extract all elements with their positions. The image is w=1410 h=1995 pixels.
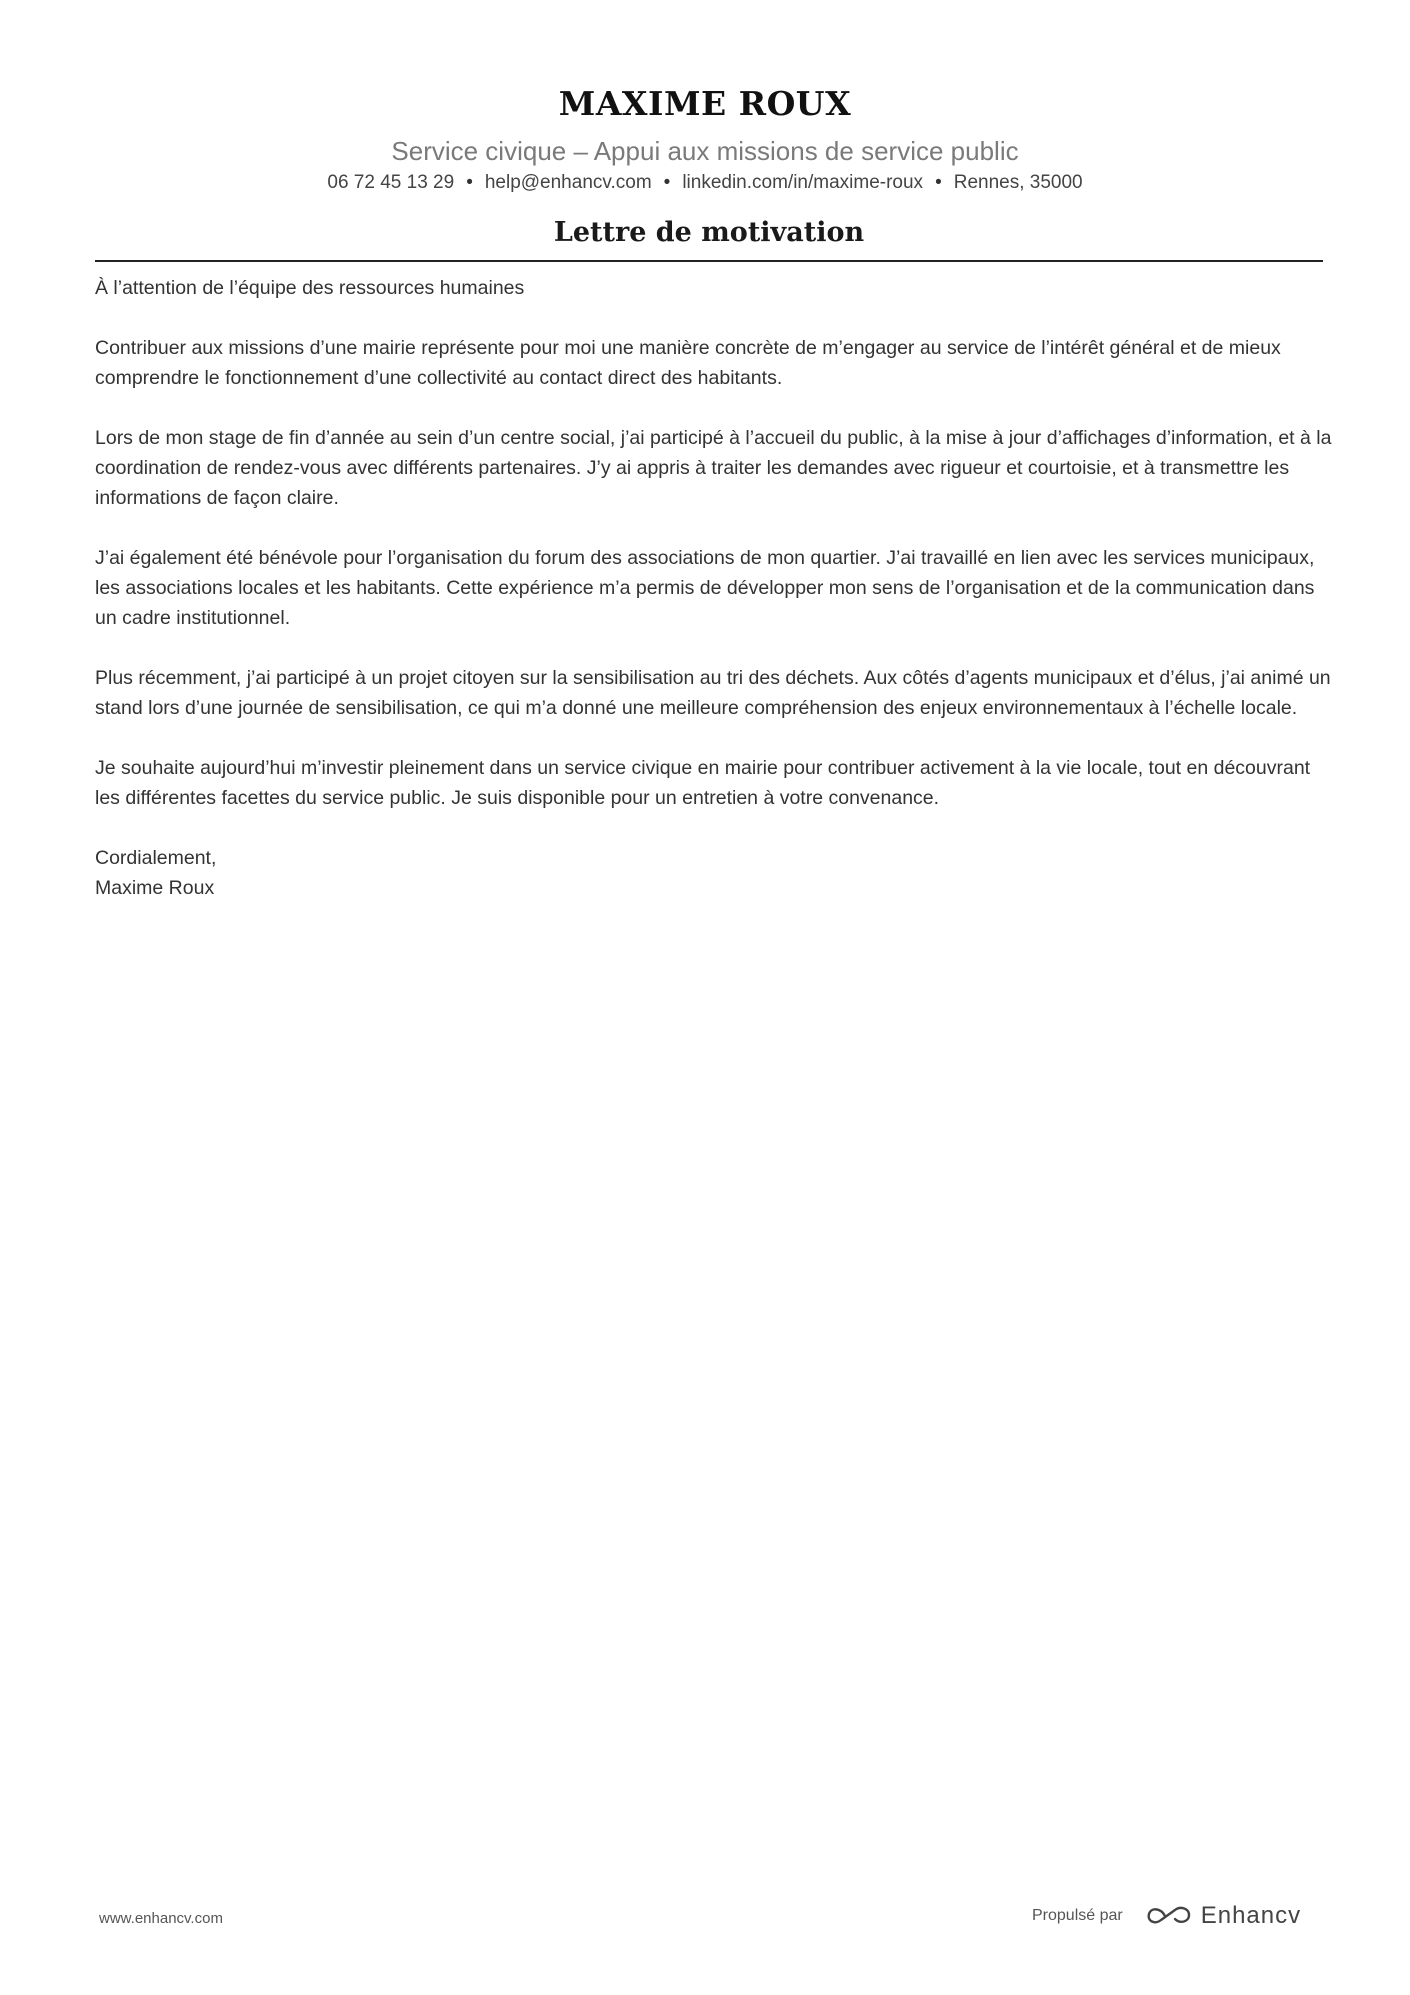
separator-bullet: • <box>663 172 671 193</box>
phone-number: 06 72 45 13 29 <box>327 172 455 193</box>
letter-body <box>95 273 1335 903</box>
letter-closing: Cordialement, <box>95 847 217 869</box>
letter-header <box>0 82 1410 196</box>
powered-by-label: Propulsé par <box>1032 1907 1123 1924</box>
letter-paragraph: Contribuer aux missions d’une mairie représente pour moi une manière concrète de m’engager au service de l’intérêt général et de mieux comprendre le fonctionnement d’une collectivité au contact direct des habitants. <box>95 337 1281 389</box>
letter-paragraph: Lors de mon stage de fin d’année au sein d’un centre social, j’ai participé à l’accueil du public, à la mise à jour d’affichages d’information, et à la coordination de rendez-vous avec différents partenaires. J’y ai appris à traiter les demandes avec rigueur et courtoisie, et à transmettre les informations de façon claire. <box>95 427 1332 509</box>
letter-signature: Maxime Roux <box>95 877 215 899</box>
footer-website-link[interactable]: www.enhancv.com <box>99 1910 223 1927</box>
letter-greeting: À l’attention de l’équipe des ressources humaines <box>95 277 525 299</box>
section-title: Lettre de motivation <box>553 217 865 248</box>
linkedin-link[interactable]: linkedin.com/in/maxime-roux <box>682 172 924 193</box>
candidate-subtitle: Service civique – Appui aux missions de service public <box>391 136 1019 166</box>
letter-paragraph: Je souhaite aujourd’hui m’investir pleinement dans un service civique en mairie pour contribuer activement à la vie locale, tout en découvrant les différentes facettes du service public. Je suis disponible pour un entretien à votre convenance. <box>95 757 1311 809</box>
letter-closing-block <box>95 843 1335 903</box>
email-address[interactable]: help@enhancv.com <box>484 172 652 193</box>
candidate-name: MAXIME ROUX <box>558 84 852 123</box>
letter-paragraph: Plus récemment, j’ai participé à un projet citoyen sur la sensibilisation au tri des déchets. Aux côtés d’agents municipaux et d’élus, j’ai animé un stand lors d’une journée de sensibilisation, ce qui m’a donné une meilleure compréhension des enjeux environnementaux à l’échelle locale. <box>95 667 1331 719</box>
separator-bullet: • <box>466 172 473 193</box>
location: Rennes, 35000 <box>953 172 1083 193</box>
section-divider <box>95 260 1323 262</box>
contact-line <box>0 170 1410 196</box>
brand-name: Enhancv <box>1200 1902 1302 1929</box>
footer-branding[interactable] <box>1032 1898 1301 1934</box>
separator-bullet: • <box>935 172 942 193</box>
enhancv-logo-icon <box>1145 1903 1193 1929</box>
letter-paragraph: J’ai également été bénévole pour l’organisation du forum des associations de mon quartier. J’ai travaillé en lien avec les services municipaux, les associations locales et les habitants. Cette expérience m’a permis de développer mon sens de l’organisation et de la communication dans un cadre institutionnel. <box>95 547 1315 629</box>
